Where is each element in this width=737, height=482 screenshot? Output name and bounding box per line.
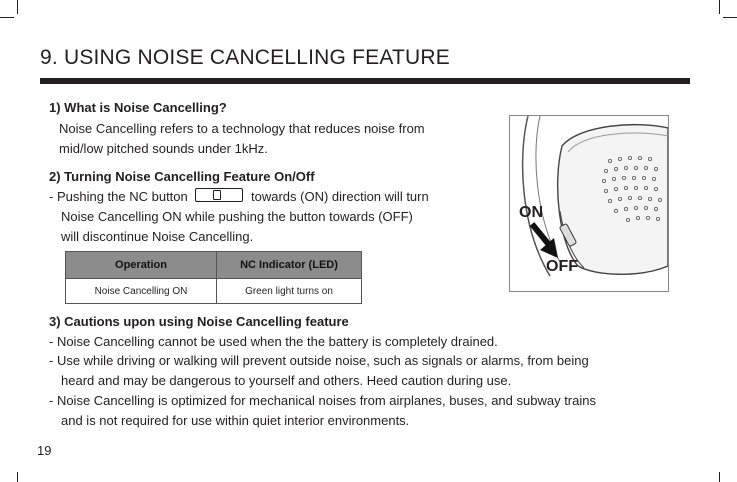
table-row [66,279,362,304]
title-rule [40,78,690,84]
table-header-operation: Operation [66,252,217,279]
section-2-line: will discontinue Noise Cancelling. [61,229,254,244]
nc-button-icon [195,188,243,202]
section-3-line: - Noise Cancelling is optimized for mechanical noises from airplanes, buses, and subway trains [49,393,596,408]
section-2-line: Noise Cancelling ON while pushing the button towards (OFF) [61,209,413,224]
section-2-heading: 2) Turning Noise Cancelling Feature On/Off [49,169,315,184]
page-number: 19 [37,443,52,458]
crop-mark [723,17,737,18]
crop-mark [719,0,720,14]
table-cell: Noise Cancelling ON [66,279,217,304]
section-2-line1-pre: - Pushing the NC button [49,189,188,204]
table-cell: Green light turns on [217,279,362,304]
section-3-line: - Noise Cancelling cannot be used when the the battery is completely drained. [49,334,498,349]
section-1-heading: 1) What is Noise Cancelling? [49,100,227,115]
page-title: 9. USING NOISE CANCELLING FEATURE [40,46,450,69]
crop-mark [0,17,14,18]
off-label: OFF [546,258,578,275]
crop-mark [719,472,720,482]
section-1-line: Noise Cancelling refers to a technology that reduces noise from [59,121,425,136]
section-3-line: and is not required for use within quiet interior environments. [61,413,410,428]
section-3-line: heard and may be dangerous to yourself and others. Heed caution during use. [61,373,512,388]
section-2-line [49,188,429,206]
crop-mark [17,472,18,482]
section-3-heading: 3) Cautions upon using Noise Cancelling feature [49,314,349,329]
table-header-led: NC Indicator (LED) [217,252,362,279]
section-3-line: - Use while driving or walking will prevent outside noise, such as signals or alarms, from being [49,353,589,368]
operation-table [65,251,362,304]
section-2-line1-post: towards (ON) direction will turn [251,189,429,204]
crop-mark [17,0,18,14]
section-1-line: mid/low pitched sounds under 1kHz. [59,141,268,156]
on-label: ON [519,204,543,221]
